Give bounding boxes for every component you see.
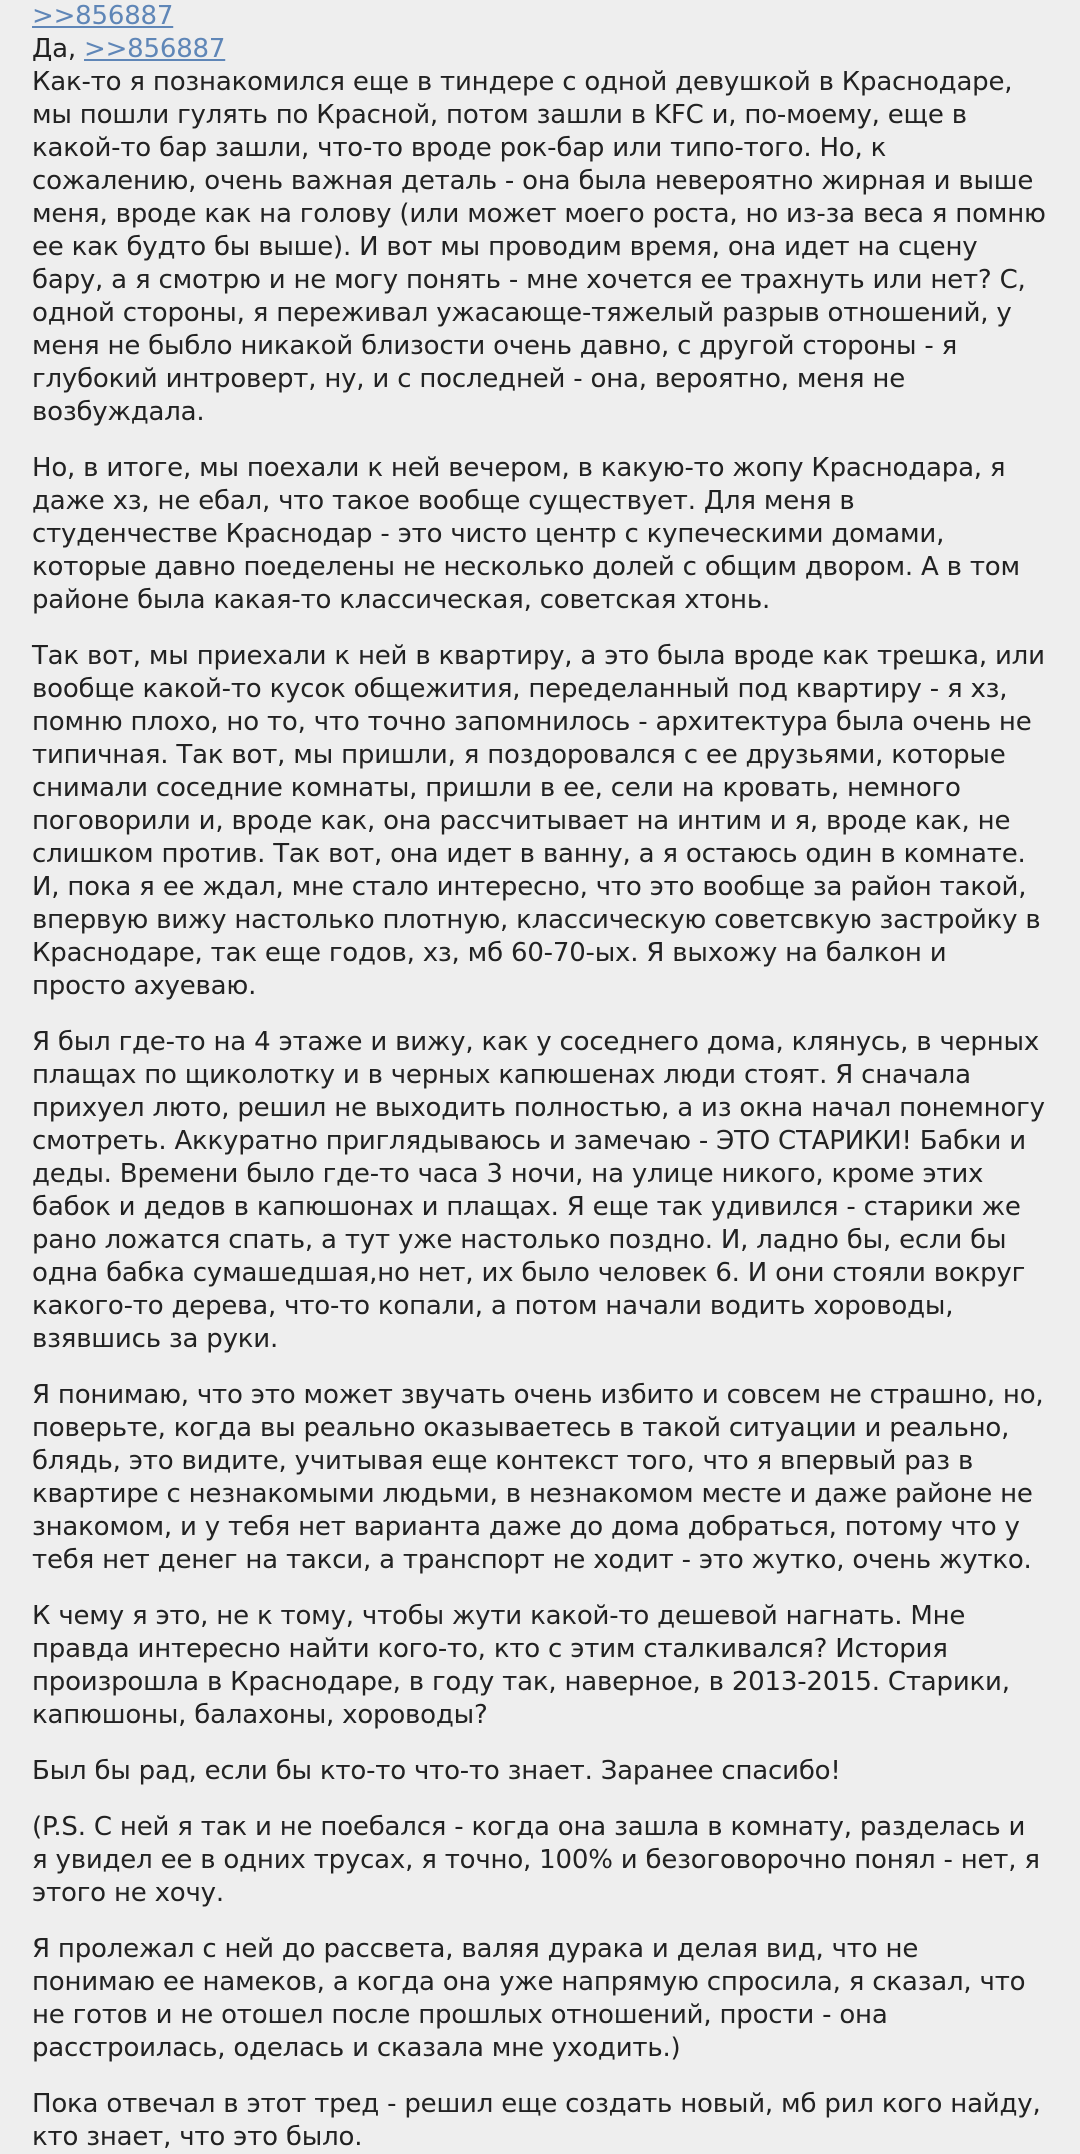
post-paragraph-9: Я пролежал с ней до рассвета, валяя дурака и делая вид, что не понимаю ее намеков, а когда она уже напрямую спросила, я сказал, что не готов и не отошел после прошлых отношений, прости - она расстроилась, оделась и сказала мне уходить.) [32,1934,1026,2063]
post-paragraph-2: Но, в итоге, мы поехали к ней вечером, в какую-то жопу Краснодара, я даже хз, не ебал, что такое вообще существует. Для меня в студенчестве Краснодар - это чисто центр с купеческими домами, которые давно поеделены не несколько долей с общим двором. А в том районе была какая-то классическая, советская хтонь. [32,453,1020,615]
post-paragraph-3: Так вот, мы приехали к ней в квартиру, а это была вроде как трешка, или вообще какой-то кусок общежития, переделанный под квартиру - я хз, помню плохо, но то, что точно запомнилось - архитектура была очень не типичная. Так вот, мы пришли, я поздоровался с ее друзьями, которые снимали соседние комнаты, пришли в ее, сели на кровать, немного поговорили и, вроде как, она рассчитывает на интим и я, вроде как, не слишком против. Так вот, она идет в ванну, а я остаюсь один в комнате. И, пока я ее ждал, мне стало интересно, что это вообще за район такой, впервую вижу настолько плотную, классическую советсвкую застройку в Краснодаре, так еще годов, хз, мб 60-70-ых. Я выхожу на балкон и просто ахуеваю. [32,641,1045,1001]
post-paragraph-1: Как-то я познакомился еще в тиндере с одной девушкой в Краснодаре, мы пошли гулять по Красной, потом зашли в KFC и, по-моему, еще в какой-то бар зашли, что-то вроде рок-бар или типо-того. Но, к сожалению, очень важная деталь - она была невероятно жирная и выше меня, вроде как на голову (или может моего роста, но из-за веса я помню ее как будто бы выше). И вот мы проводим время, она идет на сцену бару, а я смотрю и не могу понять - мне хочется ее трахнуть или нет? С, одной стороны, я переживал ужасающе-тяжелый разрыв отношений, у меня не быбло никакой близости очень давно, с другой стороны - я глубокий интроверт, ну, и с последней - она, вероятно, меня не возбуждала. [32,67,1046,427]
post-paragraph-10: Пока отвечал в этот тред - решил еще создать новый, мб рил кого найду, кто знает, что это было. [32,2089,1041,2152]
post-paragraph-4: Я был где-то на 4 этаже и вижу, как у соседнего дома, клянусь, в черных плащах по щиколотку и в черных капюшенах люди стоят. Я сначала прихуел люто, решил не выходить полностью, а из окна начал понемногу смотреть. Аккуратно приглядываюсь и замечаю - ЭТО СТАРИКИ! Бабки и деды. Времени было где-то часа 3 ночи, на улице никого, кроме этих бабок и дедов в капюшонах и плащах. Я еще так удивился - старики же рано ложатся спать, а тут уже настолько поздно. И, ладно бы, если бы одна бабка сумашедшая,но нет, их было человек 6. И они стояли вокруг какого-то дерева, что-то копали, а потом начали водить хороводы, взявшись за руки. [32,1027,1045,1354]
greeting-text: Да, [32,34,76,64]
post-paragraph-8: (P.S. С ней я так и не поебался - когда она зашла в комнату, разделась и я увидел ее в одних трусах, я точно, 100% и безоговорочно понял - нет, я этого не хочу. [32,1812,1040,1908]
greeting-line [32,33,1048,66]
post-paragraph-7: Был бы рад, если бы кто-то что-то знает. Заранее спасибо! [32,1756,841,1786]
reply-link-inline[interactable]: >>856887 [84,34,226,64]
post-paragraph-5: Я понимаю, что это может звучать очень избито и совсем не страшно, но, поверьте, когда вы реально оказываетесь в такой ситуации и реально, блядь, это видите, учитывая еще контекст того, что я впервый раз в квартире с незнакомыми людьми, в незнакомом месте и даже районе не знакомом, и у тебя нет варианта даже до дома добраться, потому что у тебя нет денег на такси, а транспорт не ходит - это жутко, очень жутко. [32,1380,1044,1575]
post-paragraph-6: К чему я это, не к тому, чтобы жути какой-то дешевой нагнать. Мне правда интересно найти кого-то, кто с этим сталкивался? История произрошла в Краснодаре, в году так, наверное, в 2013-2015. Старики, капюшоны, балахоны, хороводы? [32,1601,1010,1730]
reply-link-top[interactable]: >>856887 [32,1,174,31]
